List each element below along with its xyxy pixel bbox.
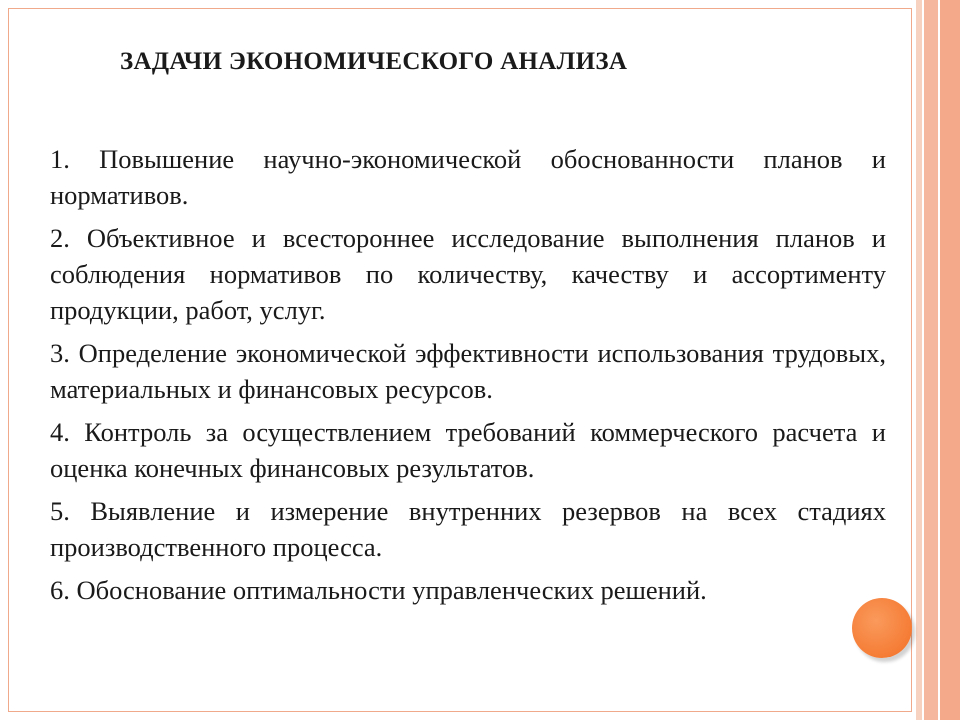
- task-item: 3. Определение экономической эффективности использования трудовых, материальных и финансовых ресурсов.: [50, 338, 886, 404]
- decorative-side-stripes: [916, 0, 960, 720]
- task-item: 1. Повышение научно-экономической обоснованности планов и нормативов.: [50, 144, 886, 210]
- task-item: 5. Выявление и измерение внутренних резервов на всех стадиях производственного процесса.: [50, 496, 886, 562]
- task-item: 4. Контроль за осуществлением требований коммерческого расчета и оценка конечных финансовых результатов.: [50, 417, 886, 483]
- task-item: 2. Объективное и всестороннее исследование выполнения планов и соблюдения нормативов по количеству, качеству и ассортименту продукции, работ, услуг.: [50, 223, 886, 325]
- stripe-dark: [940, 0, 960, 720]
- tasks-list: [50, 141, 886, 615]
- slide-title: ЗАДАЧИ ЭКОНОМИЧЕСКОГО АНАЛИЗА: [120, 48, 628, 75]
- stripe-mid: [924, 0, 938, 720]
- task-item: 6. Обоснование оптимальности управленческих решений.: [50, 575, 707, 605]
- decorative-orange-circle: [852, 598, 912, 658]
